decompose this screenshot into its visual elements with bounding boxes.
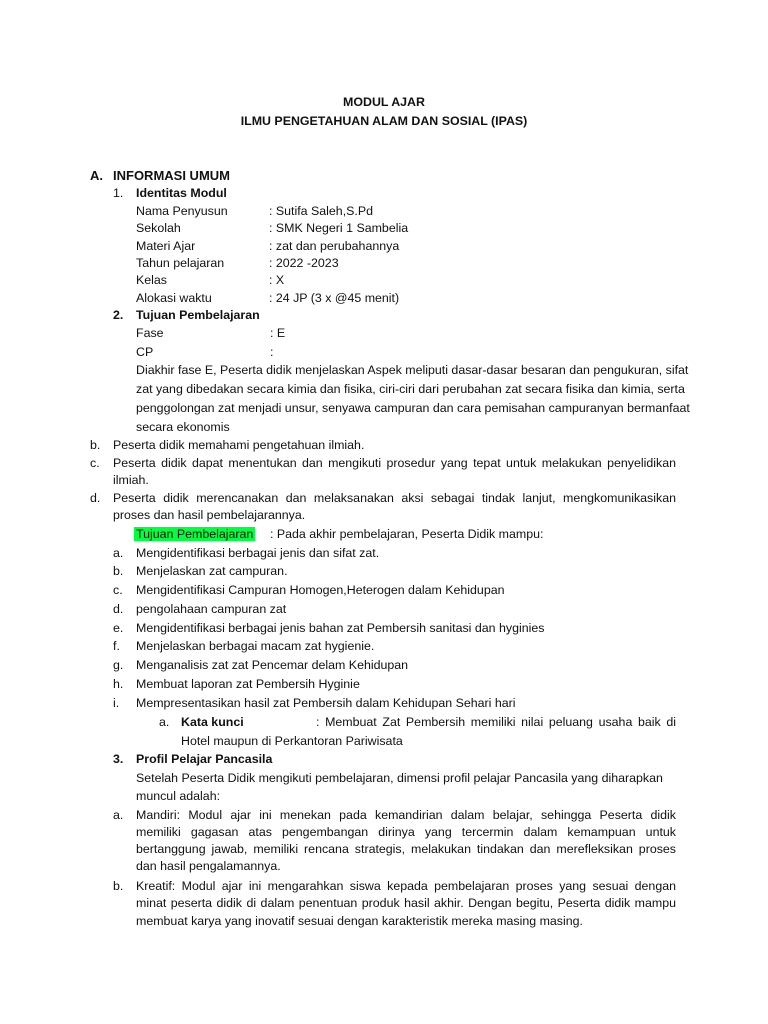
tp-item-text: Mengidentifikasi berbagai jenis bahan zat Pembersih sanitasi dan hyginies — [136, 621, 545, 635]
identitas-label: Materi Ajar — [136, 239, 196, 253]
list-item-text: Peserta didik merencanakan dan melaksanakan aksi sebagai tindak lanjut, mengkomunikasikan — [113, 491, 676, 505]
tp-item-marker: d. — [113, 602, 124, 616]
cp-text-line: zat yang dibedakan secara kimia dan fisika, ciri-ciri dari perubahan zat secara fisika dan kimia, serta — [136, 382, 685, 396]
kata-kunci-text: : Membuat Zat Pembersih memiliki nilai peluang usaha baik di — [316, 715, 676, 729]
tp-item-marker: h. — [113, 677, 124, 691]
cp-text-line: penggolongan zat menjadi unsur, senyawa campuran dan cara pemisahan campuranyan bermanfaat — [136, 401, 690, 415]
tp-item-marker: i. — [113, 696, 120, 710]
list-item-text: Peserta didik memahami pengetahuan ilmiah. — [113, 438, 365, 452]
cp-text-line: Diakhir fase E, Peserta didik menjelaskan Aspek meliputi dasar-dasar besaran dan pengukuran, sifat — [136, 363, 689, 377]
tp-item-text: Menjelaskan zat campuran. — [136, 564, 288, 578]
tujuan-marker: 2. — [113, 308, 124, 322]
list-item-text: Peserta didik dapat menentukan dan mengikuti prosedur yang tepat untuk melakukan penyelidikan — [113, 456, 676, 470]
profil-intro: Setelah Peserta Didik mengikuti pembelajaran, dimensi profil pelajar Pancasila yang diharapkan — [136, 771, 663, 785]
tp-item-text: Menjelaskan berbagai macam zat hygienie. — [136, 639, 375, 653]
profil-marker: 3. — [113, 752, 124, 766]
kata-kunci-label: Kata kunci — [181, 715, 244, 729]
tujuan-title: Tujuan Pembelajaran — [136, 308, 260, 322]
cp-value: : — [270, 345, 274, 359]
identitas-value: : Sutifa Saleh,S.Pd — [269, 204, 374, 218]
tp-item-text: Membuat laporan zat Pembersih Hyginie — [136, 677, 360, 691]
profil-item-text: memiliki gagasan atas pengembangan dirinya yang tercermin dalam kemampuan untuk — [136, 825, 676, 839]
list-item-text: proses dan hasil pembelajarannya. — [113, 508, 306, 522]
list-marker: d. — [90, 491, 101, 505]
profil-item-text: bertanggung jawab, memiliki rencana strategis, melakukan tindakan dan merefleksikan proses — [136, 842, 676, 856]
cp-text-line: secara ekonomis — [136, 420, 230, 434]
section-a-title: INFORMASI UMUM — [113, 168, 230, 183]
tp-item-marker: b. — [113, 564, 124, 578]
tp-item-text: Mengidentifikasi berbagai jenis dan sifat zat. — [136, 546, 380, 560]
tp-item-marker: a. — [113, 546, 124, 560]
title-ipas: ILMU PENGETAHUAN ALAM DAN SOSIAL (IPAS) — [240, 114, 528, 128]
identitas-value: : zat dan perubahannya — [269, 239, 400, 253]
profil-item-text: Kreatif: Modul ajar ini mengarahkan siswa kepada pembelajaran proses yang sesuai dengan — [136, 879, 676, 893]
identitas-label: Kelas — [136, 273, 167, 287]
section-a-marker: A. — [90, 168, 103, 183]
profil-item-text: membuat karya yang inovatif sesuai dengan karakteristik mereka masing masing. — [136, 914, 583, 928]
profil-item-marker: b. — [113, 879, 124, 893]
tp-text: : Pada akhir pembelajaran, Peserta Didik mampu: — [270, 527, 544, 541]
tp-item-marker: f. — [113, 639, 120, 653]
fase-value: : E — [270, 326, 286, 340]
profil-item-marker: a. — [113, 808, 124, 822]
identitas-value: : 24 JP (3 x @45 menit) — [269, 291, 400, 305]
profil-item-text: Mandiri: Modul ajar ini menekan pada kemandirian dalam belajar, sehingga Peserta didik — [136, 808, 676, 822]
identitas-title: Identitas Modul — [136, 186, 227, 200]
identitas-label: Alokasi waktu — [136, 291, 212, 305]
identitas-value: : 2022 -2023 — [269, 256, 339, 270]
profil-item-text: dan hasil pengalamannya. — [136, 859, 281, 873]
title-modul-ajar: MODUL AJAR — [343, 95, 425, 109]
tp-item-text: Menganalisis zat zat Pencemar delam Kehidupan — [136, 658, 409, 672]
identitas-label: Sekolah — [136, 221, 181, 235]
tp-item-marker: c. — [113, 583, 123, 597]
list-item-text: ilmiah. — [113, 473, 149, 487]
kata-kunci-text-2: Hotel maupun di Perkantoran Pariwisata — [181, 734, 403, 748]
tp-item-text: Mengidentifikasi Campuran Homogen,Heterogen dalam Kehidupan — [136, 583, 505, 597]
list-marker: b. — [90, 438, 101, 452]
kata-kunci-marker: a. — [159, 715, 170, 729]
identitas-value: : X — [269, 273, 285, 287]
tp-item-text: Mempresentasikan hasil zat Pembersih dalam Kehidupan Sehari hari — [136, 696, 516, 710]
tp-highlight-label — [134, 526, 255, 543]
identitas-value: : SMK Negeri 1 Sambelia — [269, 221, 409, 235]
tp-item-marker: g. — [113, 658, 124, 672]
profil-item-text: minat peserta didik di dalam penentuan produk hasil akhir. Dengan begitu, Peserta didik mampu — [136, 896, 676, 910]
fase-label: Fase — [136, 326, 164, 340]
profil-intro: muncul adalah: — [136, 789, 221, 803]
identitas-label: Nama Penyusun — [136, 204, 228, 218]
cp-label: CP — [136, 345, 154, 359]
tp-item-text: pengolahaan campuran zat — [136, 602, 287, 616]
tp-label: Tujuan Pembelajaran — [136, 527, 254, 541]
identitas-marker: 1. — [113, 186, 124, 200]
identitas-label: Tahun pelajaran — [136, 256, 225, 270]
profil-title: Profil Pelajar Pancasila — [136, 752, 273, 766]
tp-item-marker: e. — [113, 621, 124, 635]
list-marker: c. — [90, 456, 100, 470]
